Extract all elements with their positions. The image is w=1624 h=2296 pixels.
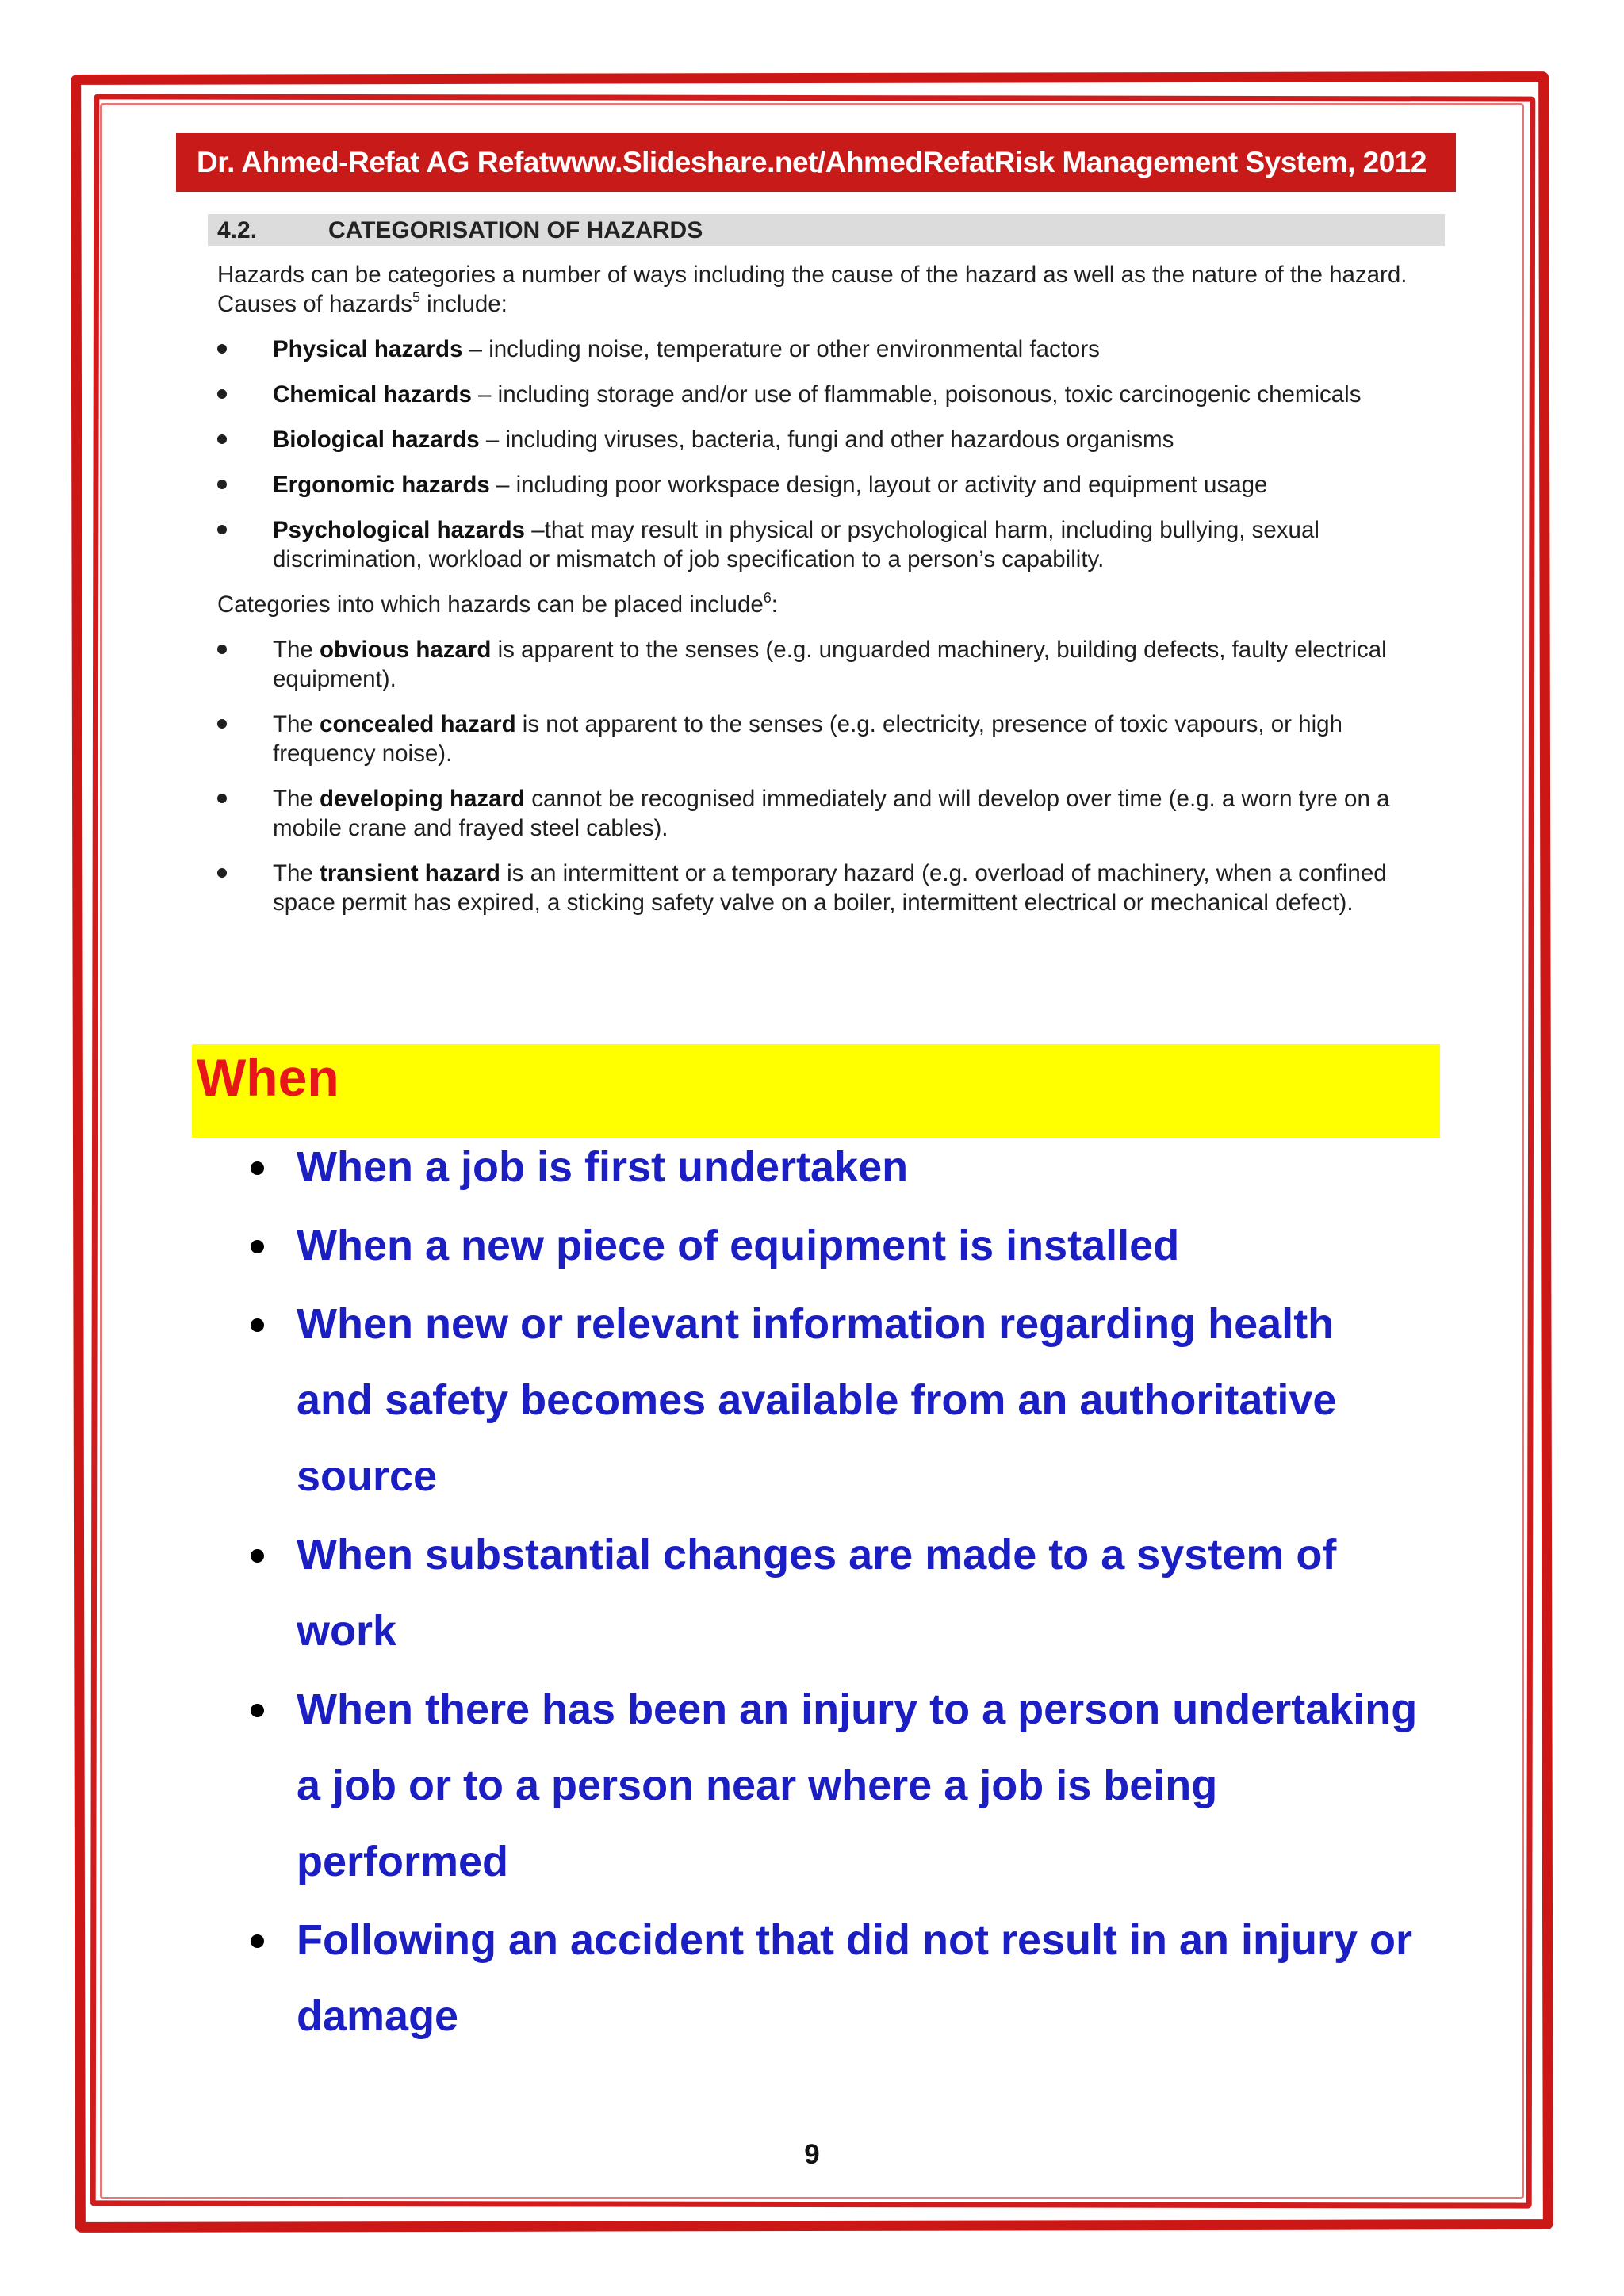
list-item: [217, 470, 1445, 499]
list-item: [244, 1517, 1418, 1669]
section-title: CATEGORISATION OF HAZARDS: [328, 216, 703, 243]
hazard-desc: – including poor workspace design, layout or activity and equipment usage: [489, 472, 1268, 498]
list-item: [217, 380, 1445, 409]
scanned-document-excerpt: [208, 214, 1445, 933]
bullet-icon: [251, 1318, 264, 1332]
footnote-ref: 5: [412, 289, 420, 305]
bullet-icon: [251, 1704, 264, 1717]
when-list: [244, 1129, 1418, 2057]
section-heading: [208, 214, 1445, 246]
category-term: concealed hazard: [320, 711, 516, 737]
bullet-icon: [217, 434, 227, 444]
when-item-text: When a job is first undertaken: [297, 1143, 909, 1191]
list-item: [217, 710, 1445, 768]
header-bar: [176, 133, 1456, 192]
intro-text: Hazards can be categories a number of ways including the cause of the hazard as well as the nature of the hazard. Causes of hazards: [217, 262, 1408, 317]
bullet-icon: [251, 1549, 264, 1563]
when-item-text: When substantial changes are made to a system of work: [297, 1531, 1337, 1655]
category-desc: is apparent to the senses (e.g. unguarded machinery, building defects, faulty electrical equipment).: [273, 637, 1387, 692]
list-item: [217, 635, 1445, 694]
hazard-term: Chemical hazards: [273, 381, 472, 408]
bullet-icon: [251, 1934, 264, 1948]
hazard-term: Biological hazards: [273, 427, 480, 453]
list-item: [217, 335, 1445, 364]
hazard-causes-list: [208, 335, 1445, 574]
category-prefix: The: [273, 786, 320, 812]
list-item: [244, 1902, 1418, 2054]
hazard-term: Physical hazards: [273, 336, 463, 362]
categories-intro-text: Categories into which hazards can be placed include: [217, 591, 764, 618]
header-doc-title: Risk Management System, 2012: [994, 146, 1427, 178]
bullet-icon: [217, 719, 227, 729]
hazard-desc: –that may result in physical or psychological harm, including bullying, sexual discrimination, workload or mismatch of job specification to a person’s capability.: [273, 517, 1320, 572]
hazard-term: Ergonomic hazards: [273, 472, 490, 498]
when-item-text: When new or relevant information regarding health and safety becomes available from an authoritative source: [297, 1300, 1337, 1500]
when-highlight-bar: [192, 1044, 1440, 1138]
bullet-icon: [217, 389, 227, 399]
list-item: [217, 515, 1445, 574]
categories-intro-end: :: [771, 591, 778, 618]
categories-intro: [217, 590, 1445, 619]
bullet-icon: [217, 645, 227, 654]
category-desc: cannot be recognised immediately and will develop over time (e.g. a worn tyre on a mobile crane and frayed steel cables).: [273, 786, 1390, 841]
bullet-icon: [217, 525, 227, 534]
category-term: transient hazard: [320, 860, 500, 886]
category-prefix: The: [273, 860, 320, 886]
bullet-icon: [217, 794, 227, 803]
hazard-term: Psychological hazards: [273, 517, 526, 543]
list-item: [244, 1207, 1418, 1284]
list-item: [244, 1671, 1418, 1900]
list-item: [217, 425, 1445, 454]
category-desc: is an intermittent or a temporary hazard (e.g. overload of machinery, when a confined space permit has expired, a sticking safety valve on a boiler, intermittent electrical or mechanical defect).: [273, 860, 1387, 916]
header-author: Dr. Ahmed-Refat AG Refat: [197, 146, 549, 178]
header-website: www.Slideshare.net/AhmedRefat: [548, 146, 994, 178]
intro-text-end: include:: [419, 291, 508, 317]
bullet-icon: [251, 1161, 264, 1175]
hazard-desc: – including noise, temperature or other environmental factors: [462, 336, 1100, 362]
list-item: [244, 1129, 1418, 1205]
bullet-icon: [217, 868, 227, 878]
footnote-ref: 6: [763, 590, 772, 606]
when-heading: When: [197, 1048, 339, 1107]
category-desc: is not apparent to the senses (e.g. electricity, presence of toxic vapours, or high frequency noise).: [273, 711, 1342, 767]
when-item-text: When there has been an injury to a person undertaking a job or to a person near where a job is being performed: [297, 1686, 1418, 1885]
list-item: [217, 859, 1445, 917]
bullet-icon: [217, 344, 227, 354]
list-item: [244, 1286, 1418, 1514]
category-prefix: The: [273, 637, 320, 663]
list-item: [217, 784, 1445, 843]
category-term: developing hazard: [320, 786, 526, 812]
when-item-text: When a new piece of equipment is installed: [297, 1222, 1180, 1269]
bullet-icon: [251, 1240, 264, 1253]
bullet-icon: [217, 480, 227, 489]
hazard-categories-list: [208, 635, 1445, 917]
hazard-desc: – including storage and/or use of flammable, poisonous, toxic carcinogenic chemicals: [471, 381, 1362, 408]
category-prefix: The: [273, 711, 320, 737]
hazard-desc: – including viruses, bacteria, fungi and other hazardous organisms: [479, 427, 1174, 453]
intro-paragraph: [217, 260, 1445, 319]
category-term: obvious hazard: [320, 637, 492, 663]
when-item-text: Following an accident that did not result in an injury or damage: [297, 1916, 1413, 2040]
page-number: 9: [804, 2139, 820, 2170]
section-number: 4.2.: [217, 216, 258, 243]
